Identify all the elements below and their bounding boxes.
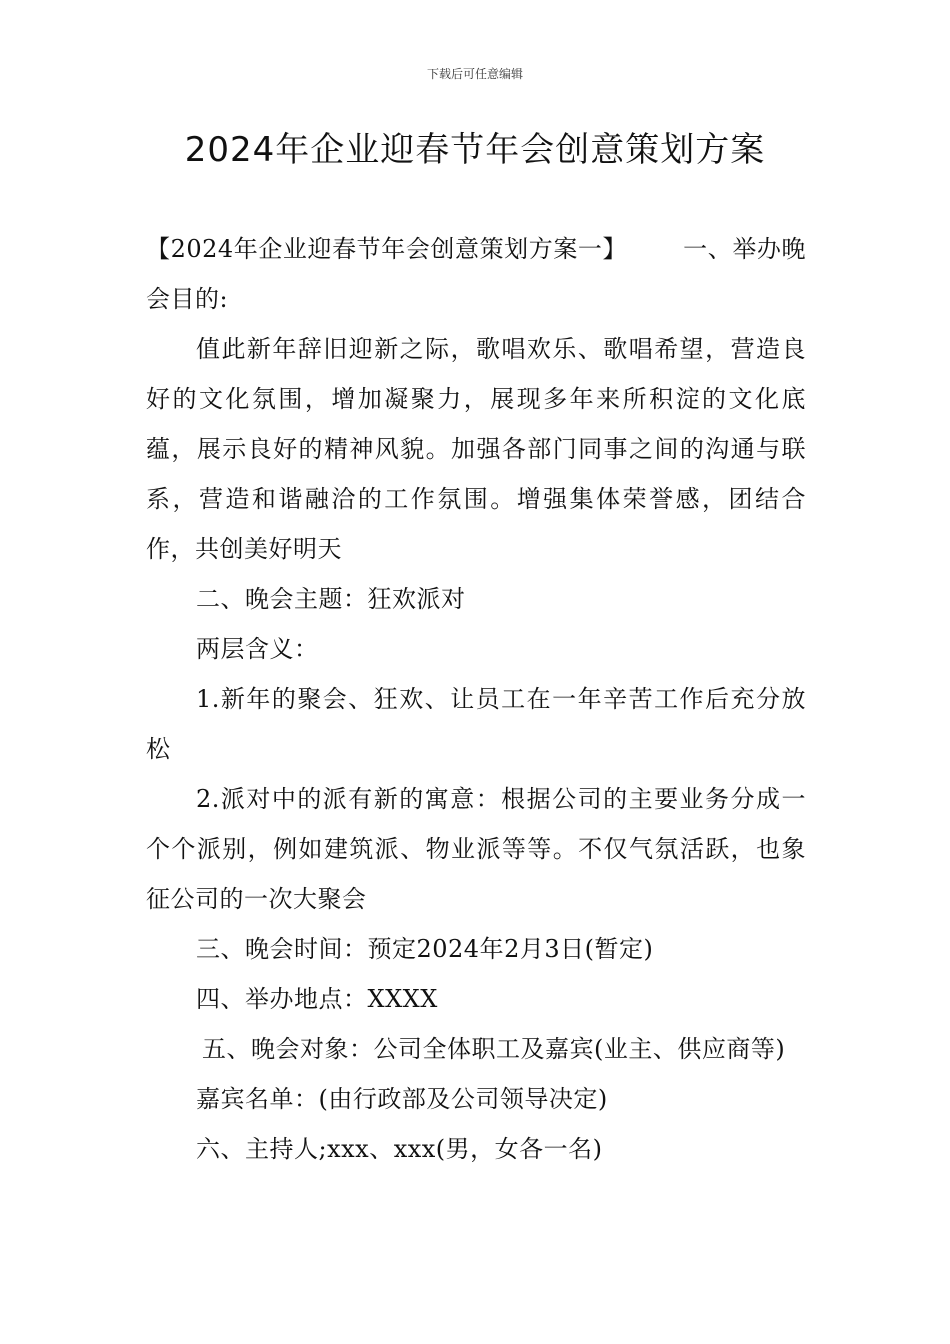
paragraph-hosts: 六、主持人;xxx、xxx(男，女各一名) xyxy=(196,1135,603,1163)
paragraph-location: 四、举办地点：XXXX xyxy=(196,985,438,1013)
paragraph-time: 三、晚会时间：预定2024年2月3日(暂定) xyxy=(196,935,654,963)
section1-heading: 一、举办晚会目的: xyxy=(146,235,807,313)
paragraph-meaning-2: 2.派对中的派有新的寓意：根据公司的主要业务分成一个个派别，例如建筑派、物业派等等。不仅气氛活跃，也象征公司的一次大聚会 xyxy=(146,785,806,913)
paragraph-two-meanings: 两层含义： xyxy=(196,635,319,663)
paragraph-guest-list: 嘉宾名单：(由行政部及公司领导决定) xyxy=(196,1085,608,1113)
intro-paragraph xyxy=(146,224,806,324)
document-body xyxy=(146,224,806,1174)
document-title: 2024年企业迎春节年会创意策划方案 xyxy=(184,130,766,170)
paragraph-meaning-1: 1.新年的聚会、狂欢、让员工在一年辛苦工作后充分放松 xyxy=(146,685,806,763)
header-note: 下载后可任意编辑 xyxy=(426,67,523,81)
paragraph-theme: 二、晚会主题：狂欢派对 xyxy=(196,585,466,613)
paragraph-purpose: 值此新年辞旧迎新之际，歌唱欢乐、歌唱希望，营造良好的文化氛围，增加凝聚力，展现多年来所积淀的文化底蕴，展示良好的精神风貌。加强各部门同事之间的沟通与联系，营造和谐融洽的工作氛围。增强集体荣誉感，团结合作，共创美好明天 xyxy=(146,335,806,563)
intro-bracket-title: 【2024年企业迎春节年会创意策划方案一】 xyxy=(146,235,628,263)
paragraph-audience: 五、晚会对象：公司全体职工及嘉宾(业主、供应商等) xyxy=(202,1035,786,1063)
